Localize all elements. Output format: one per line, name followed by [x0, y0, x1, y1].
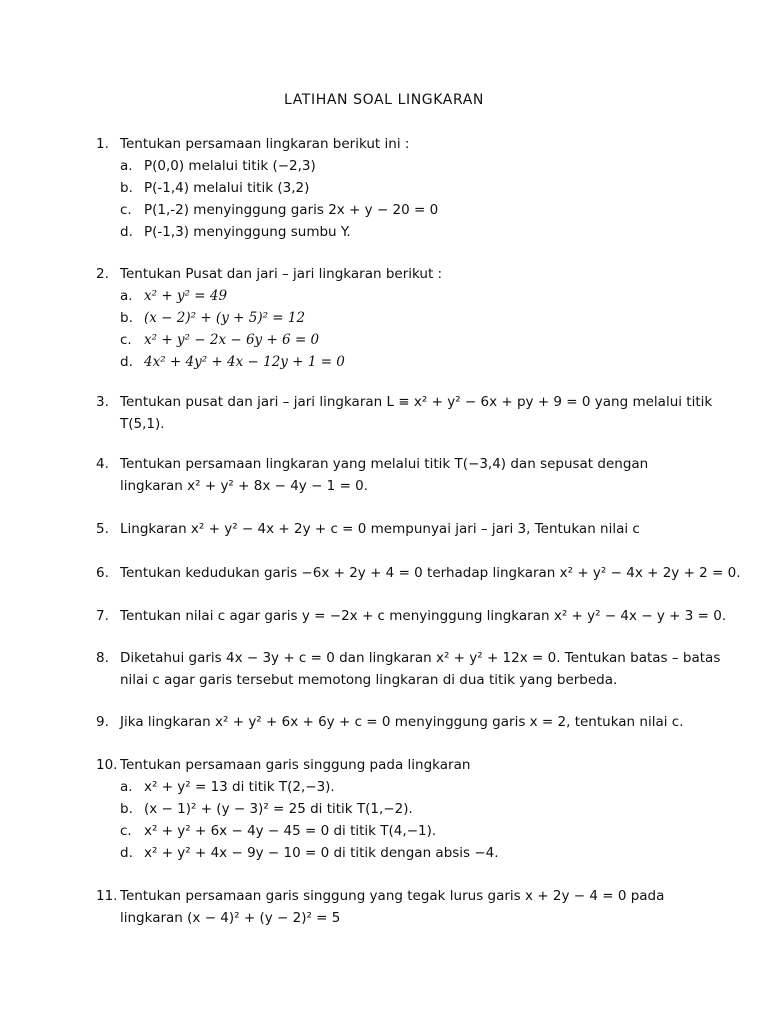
sub-item-text: P(1,-2) menyinggung garis 2x + y − 20 = 0 — [144, 202, 439, 218]
question-number: 2. — [96, 266, 109, 282]
sub-item — [120, 221, 351, 243]
sub-item-label: b. — [120, 801, 133, 817]
question-number: 5. — [96, 521, 109, 537]
sub-item-label: a. — [120, 158, 133, 174]
question-10 — [96, 754, 686, 864]
question-5 — [96, 518, 686, 540]
question-text: Lingkaran x² + y² − 4x + 2y + c = 0 mempunyai jari – jari 3, Tentukan nilai c — [120, 521, 640, 537]
question-number: 11. — [96, 888, 118, 904]
question-text: Tentukan persamaan garis singgung pada lingkaran — [120, 757, 471, 773]
question-text: Tentukan nilai c agar garis y = −2x + c menyinggung lingkaran x² + y² − 4x − y + 3 = 0. — [120, 608, 727, 624]
sub-item-text: 4x² + 4y² + 4x − 12y + 1 = 0 — [144, 354, 345, 370]
sub-item-label: c. — [120, 202, 132, 218]
question-text: Tentukan persamaan lingkaran berikut ini : — [120, 136, 410, 152]
sub-item-text: P(-1,4) melalui titik (3,2) — [144, 180, 310, 196]
question-text-continued: lingkaran x² + y² + 8x − 4y − 1 = 0. — [120, 478, 369, 494]
sub-item-text: x² + y² + 4x − 9y − 10 = 0 di titik dengan absis −4. — [144, 845, 499, 861]
sub-item — [120, 798, 413, 820]
question-number: 1. — [96, 136, 109, 152]
question-6 — [96, 562, 741, 584]
question-text-continued: T(5,1). — [120, 416, 165, 432]
question-8 — [96, 647, 721, 691]
sub-item-text: x² + y² = 13 di titik T(2,−3). — [144, 779, 335, 795]
sub-item-label: b. — [120, 180, 133, 196]
question-text: Tentukan kedudukan garis −6x + 2y + 4 = 0 terhadap lingkaran x² + y² − 4x + 2y + 2 = 0. — [120, 565, 741, 581]
question-number: 9. — [96, 714, 109, 730]
sub-item-text: x² + y² = 49 — [144, 288, 228, 304]
question-text: Diketahui garis 4x − 3y + c = 0 dan lingkaran x² + y² + 12x = 0. Tentukan batas – batas — [120, 650, 721, 666]
sub-item — [120, 307, 305, 329]
question-number: 10. — [96, 757, 118, 773]
question-9 — [96, 711, 686, 733]
sub-item — [120, 155, 316, 177]
question-7 — [96, 605, 727, 627]
question-text: Tentukan persamaan garis singgung yang tegak lurus garis x + 2y − 4 = 0 pada — [120, 888, 665, 904]
sub-item-label: d. — [120, 224, 133, 240]
sub-item-label: b. — [120, 310, 133, 326]
question-11 — [96, 885, 686, 929]
sub-item — [120, 351, 345, 373]
sub-item-label: d. — [120, 354, 133, 370]
sub-item-label: c. — [120, 332, 132, 348]
sub-item-text: x² + y² − 2x − 6y + 6 = 0 — [144, 332, 320, 348]
sub-item — [120, 177, 309, 199]
sub-item — [120, 199, 438, 221]
question-text-continued: lingkaran (x − 4)² + (y − 2)² = 5 — [120, 910, 341, 926]
question-number: 3. — [96, 394, 109, 410]
question-4 — [96, 453, 686, 497]
sub-item-text: (x − 1)² + (y − 3)² = 25 di titik T(1,−2). — [144, 801, 413, 817]
sub-item-label: c. — [120, 823, 132, 839]
question-number: 4. — [96, 456, 109, 472]
sub-item-label: d. — [120, 845, 133, 861]
question-text: Tentukan persamaan lingkaran yang melalui titik T(−3,4) dan sepusat dengan — [120, 456, 649, 472]
sub-item — [120, 776, 335, 798]
question-2 — [96, 263, 686, 373]
sub-item — [120, 820, 436, 842]
question-1 — [96, 133, 686, 243]
sub-item — [120, 285, 227, 307]
sub-item-label: a. — [120, 779, 133, 795]
document-title: LATIHAN SOAL LINGKARAN — [284, 92, 484, 108]
sub-item-text: P(0,0) melalui titik (−2,3) — [144, 158, 316, 174]
question-text-continued: nilai c agar garis tersebut memotong lingkaran di dua titik yang berbeda. — [120, 672, 618, 688]
question-number: 7. — [96, 608, 109, 624]
sub-item — [120, 329, 319, 351]
question-text: Jika lingkaran x² + y² + 6x + 6y + c = 0 menyinggung garis x = 2, tentukan nilai c. — [120, 714, 684, 730]
question-text: Tentukan pusat dan jari – jari lingkaran L ≡ x² + y² − 6x + py + 9 = 0 yang melalui titik — [120, 394, 713, 410]
question-number: 6. — [96, 565, 109, 581]
question-number: 8. — [96, 650, 109, 666]
question-text: Tentukan Pusat dan jari – jari lingkaran berikut : — [120, 266, 443, 282]
question-3 — [96, 391, 713, 435]
sub-item-text: P(-1,3) menyinggung sumbu Y. — [144, 224, 351, 240]
sub-item — [120, 842, 499, 864]
sub-item-text: (x − 2)² + (y + 5)² = 12 — [144, 310, 306, 326]
sub-item-text: x² + y² + 6x − 4y − 45 = 0 di titik T(4,−1). — [144, 823, 437, 839]
sub-item-label: a. — [120, 288, 133, 304]
